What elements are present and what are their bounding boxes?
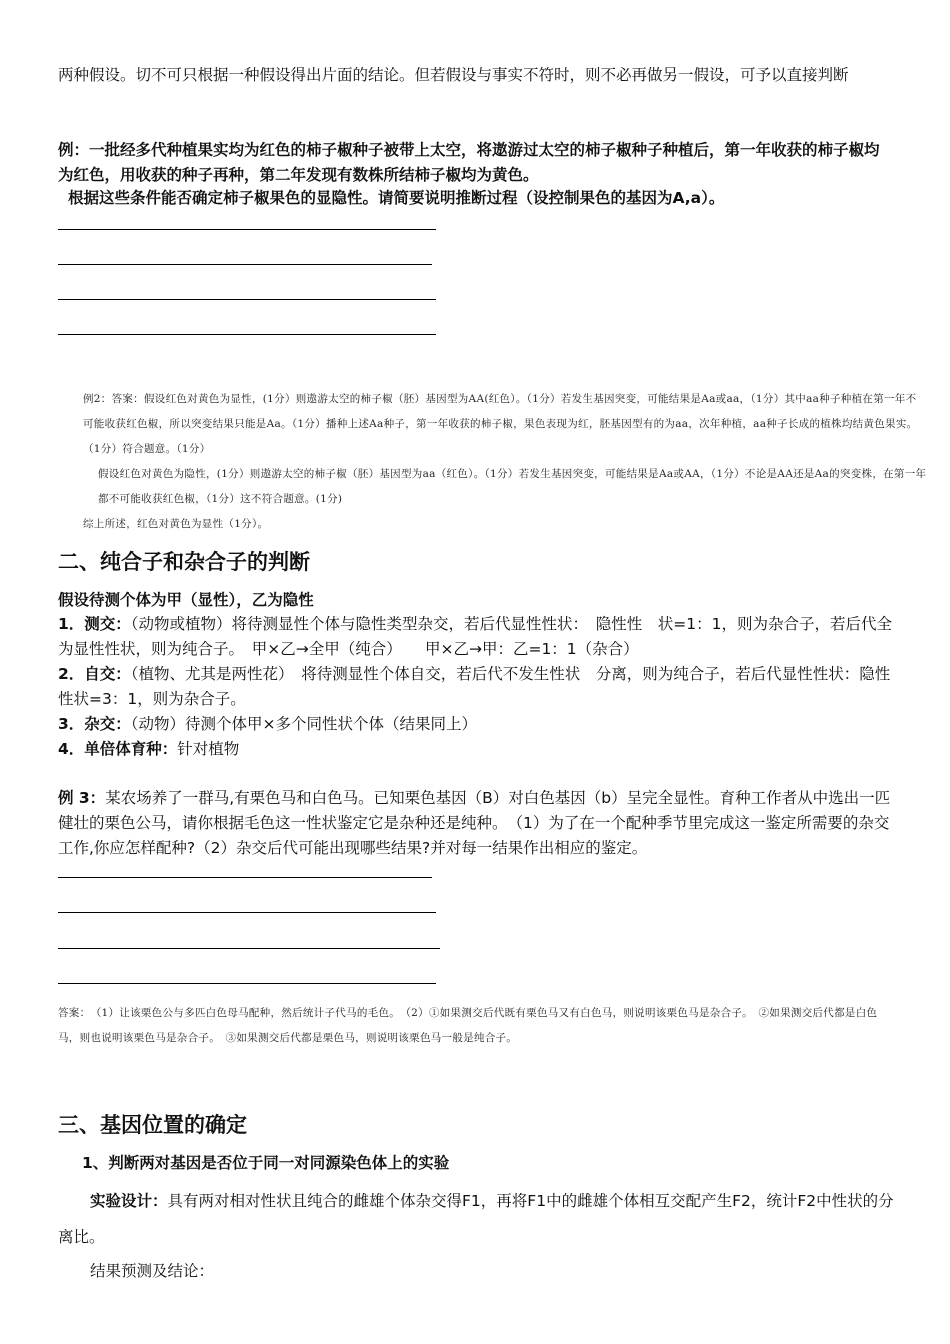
answer-line-3[interactable] xyxy=(58,299,436,300)
intro-paragraph: 两种假设。切不可只根据一种假设得出片面的结论。但若假设与事实不符时，则不必再做另一假设，可予以直接判断 xyxy=(58,66,849,84)
section3-subtitle: 1、判断两对基因是否位于同一对同源染色体上的实验 xyxy=(82,1154,450,1172)
answer-line-8[interactable] xyxy=(58,983,436,984)
example2-question: 例：一批经多代种植果实均为红色的柿子椒种子被带上太空，将遨游过太空的柿子椒种子种植后，第一年收获的柿子椒均为红色，用收获的种子再种，第二年发现有数株所结柿子椒均为黄色。 xyxy=(58,141,880,184)
answer2-conclusion: 综上所述，红色对黄色为显性（1分）。 xyxy=(83,518,269,530)
method-label: 3．杂交： xyxy=(58,715,131,733)
answer-line-2[interactable] xyxy=(58,264,432,265)
method-haploid xyxy=(58,737,894,762)
design-text: 具有两对相对性状且纯合的雌雄个体杂交得F1，再将F1中的雌雄个体相互交配产生F2，统计F2中性状的分离比。 xyxy=(58,1192,894,1246)
section2-assumption: 假设待测个体为甲（显性），乙为隐性 xyxy=(58,591,314,609)
answer2-paragraph-1: 例2：答案：假设红色对黄色为显性，(1分）则遨游太空的柿子椒（胚）基因型为AA(红色）。（1分）若发生基因突变，可能结果是Aa或aa，（1分）其中aa种子种植在第一年不可能收获红色椒，所以突变结果只能是Aa。（1分）播种上述Aa种子，第一年收获的柿子椒，果色表现为红，胚基因型有的为aa，次年种植，aa种子长成的植株均结黄色果实。（1分）符合题意。（1分） xyxy=(83,393,918,455)
method-testcross xyxy=(58,612,894,662)
answer-line-5[interactable] xyxy=(58,877,432,878)
experiment-design xyxy=(58,1183,894,1255)
section2-title: 二、纯合子和杂合子的判断 xyxy=(58,550,310,574)
answer-line-1[interactable] xyxy=(58,229,436,230)
method-text: （动物）待测个体甲×多个同性状个体（结果同上） xyxy=(130,715,478,733)
method-text: （植物、尤其是两性花） 将待测显性个体自交，若后代不发生性状 分离，则为纯合子，若后代显性性状：隐性性状=3：1，则为杂合子。 xyxy=(58,665,891,708)
method-text: （动物或植物）将待测显性个体与隐性类型杂交，若后代显性性状： 隐性性 状=1：1，则为杂合子，若后代全为显性性状，则为纯合子。 甲×乙→全甲（纯合） 甲×乙→甲：乙=1：1（杂合） xyxy=(58,615,893,658)
answer-line-4[interactable] xyxy=(58,334,436,335)
result-prediction-label: 结果预测及结论： xyxy=(90,1262,215,1280)
design-label: 实验设计： xyxy=(90,1192,168,1210)
method-list xyxy=(58,612,894,762)
method-label: 1．测交： xyxy=(58,615,131,633)
example3-question xyxy=(58,786,894,861)
method-label: 4．单倍体育种： xyxy=(58,740,178,758)
method-selfcross xyxy=(58,662,894,712)
answer-line-7[interactable] xyxy=(58,948,440,949)
answer-line-6[interactable] xyxy=(58,912,436,913)
answer3-paragraph: 答案： （1）让该栗色公与多匹白色母马配种，然后统计子代马的毛色。 （2）①如果测交后代既有栗色马又有白色马，则说明该栗色马是杂合子。 ②如果测交后代都是白色马，则也说明该栗色马是杂合子。 ③如果测交后代都是栗色马，则说明该栗色马一般是纯合子。 xyxy=(58,1007,878,1044)
method-label: 2．自交： xyxy=(58,665,131,683)
method-text: 针对植物 xyxy=(177,740,240,758)
section3-title: 三、基因位置的确定 xyxy=(58,1113,247,1137)
example3-label: 例 3： xyxy=(58,789,106,807)
method-hybrid xyxy=(58,712,894,737)
example3-text: 某农场养了一群马,有栗色马和白色马。已知栗色基因（B）对白色基因（b）呈完全显性。育种工作者从中选出一匹健壮的栗色公马，请你根据毛色这一性状鉴定它是杂种还是纯种。 （1）为了在一个配种季节里完成这一鉴定所需要的杂交工作,你应怎样配种?（2）杂交后代可能出现哪些结果?并对每一结果作出相应的鉴定。 xyxy=(58,789,891,857)
example2-instruction: 根据这些条件能否确定柿子椒果色的显隐性。请简要说明推断过程（设控制果色的基因为A,a）。 xyxy=(68,189,725,207)
answer2-paragraph-2: 假设红色对黄色为隐性，(1分）则遨游太空的柿子椒（胚）基因型为aa（红色）。（1分）若发生基因突变，可能结果是Aa或AA，（1分）不论是AA还是Aa的突变株，在第一年都不可能收获红色椒，（1分）这不符合题意。(1分) xyxy=(98,468,927,505)
